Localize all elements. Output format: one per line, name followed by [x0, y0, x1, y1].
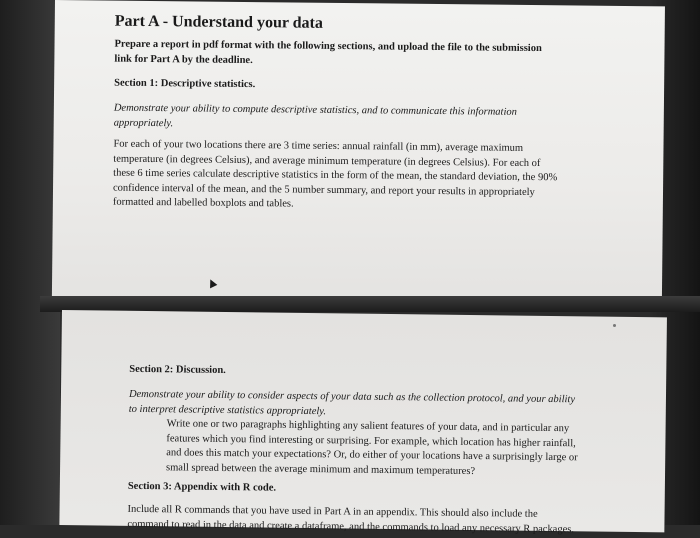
section-1-body-line: formatted and labelled boxplots and tables. — [112, 196, 294, 210]
document-page-1 — [52, 0, 665, 306]
section-1-intro-line-2: appropriately. — [113, 117, 174, 130]
section-1-heading: Section 1: Descriptive statistics. — [114, 77, 256, 91]
section-2-intro-line-2: to interpret descriptive statistics appropriately. — [128, 403, 327, 418]
page-2-content — [127, 363, 599, 538]
section-1-body-line: these 6 time series calculate descriptive statistics in the form of the mean, the standard deviation, the 90% — [113, 167, 558, 184]
page-1-content — [113, 13, 595, 216]
section-3-body-line: command to read in the data and create a dataframe, and the commands to load any necessary R packages. — [127, 518, 575, 535]
page-title: Part A - Understand your data — [114, 12, 324, 32]
instructions-line-1: Prepare a report in pdf format with the following sections, and upload the file to the submission — [114, 38, 542, 55]
section-2-body-line: Write one or two paragraphs highlighting any salient features of your data, and in particular any — [166, 418, 570, 435]
photo-frame-left — [0, 0, 60, 525]
section-3-body-line: Include all R commands that you have used in Part A in an appendix. This should also include the — [127, 503, 538, 520]
page-mark — [613, 324, 616, 327]
section-1-body-line: For each of your two locations there are 3 time series: annual rainfall (in mm), average maximum — [113, 138, 524, 154]
section-1-body-line: temperature (in degrees Celsius), and average minimum temperature (in degrees Celsius). For each of — [113, 153, 541, 169]
section-1-intro-line-1: Demonstrate your ability to compute descriptive statistics, and to communicate this information — [113, 102, 517, 118]
section-2-body-line: features which you find interesting or surprising. For example, which location has higher rainfall, — [166, 432, 576, 449]
section-2-body-line: and does this match your expectations? Or, do either of your locations have a surprisingly large or — [166, 447, 578, 464]
section-2-body-line: small spread between the average minimum and maximum temperatures? — [166, 461, 476, 477]
document-page-2 — [59, 310, 667, 535]
section-1-body-line: confidence interval of the mean, and the 5 number summary, and report your results in appropriately — [112, 182, 535, 198]
section-3-heading: Section 3: Appendix with R code. — [127, 480, 277, 494]
instructions-line-2: link for Part A by the deadline. — [114, 53, 253, 67]
section-2-heading: Section 2: Discussion. — [129, 363, 226, 377]
section-2-intro-line-1: Demonstrate your ability to consider aspects of your data such as the collection protocol, and your ability — [128, 388, 576, 406]
page-separator — [40, 296, 700, 312]
